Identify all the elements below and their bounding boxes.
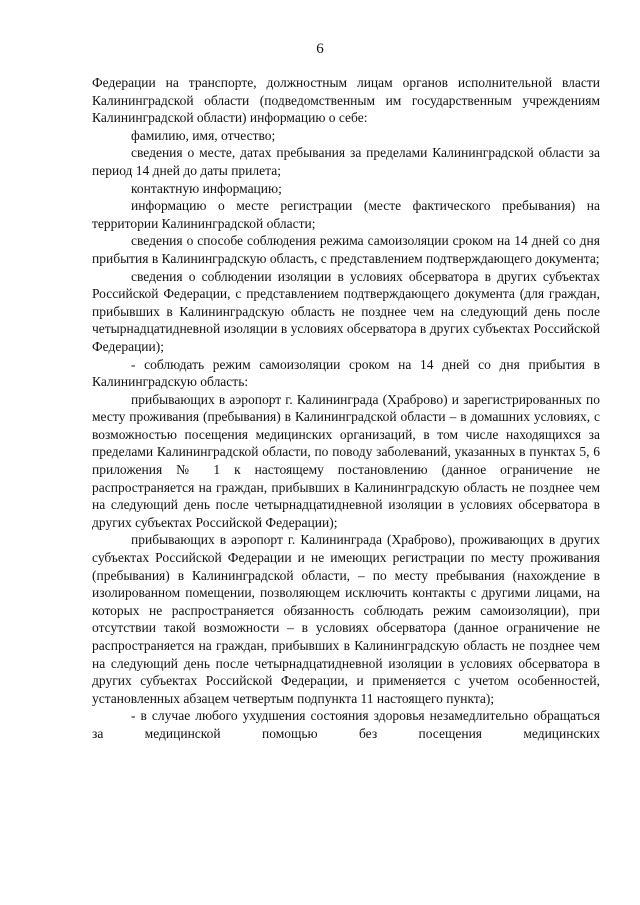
paragraph: прибывающих в аэропорт г. Калининграда (Храброво), проживающих в других субъектах Российской Федерации и не имеющих регистрации по месту проживания (пребывания) в Калининградской области, – по месту пребывания (нахождение в изолированном помещении, позволяющем исключить контакты с другими лицами, на которых не распространяется обязанность соблюдать режим самоизоляции), при отсутствии такой возможности – в условиях обсерватора (данное ограничение не распространяется на граждан, прибывших в Калининградскую область не позднее чем на следующий день после четырнадцатидневной изоляции в условиях обсерватора в других субъектах Российской Федерации, и применяется с учетом особенностей, установленных абзацем четвертым подпункта 11 настоящего пункта); [92, 532, 600, 706]
document-body [92, 74, 600, 743]
paragraph: сведения о месте, датах пребывания за пределами Калининградской области за период 14 дней до даты прилета; [92, 145, 600, 178]
paragraph: Федерации на транспорте, должностным лицам органов исполнительной власти Калининградской области (подведомственным им государственным учреждениям Калининградской области) информацию о себе: [92, 75, 600, 126]
paragraph: контактную информацию; [131, 180, 282, 196]
page-number: 6 [316, 41, 324, 57]
paragraph: фамилию, имя, отчество; [131, 127, 276, 143]
paragraph: информацию о месте регистрации (месте фактического пребывания) на территории Калининградской области; [92, 198, 600, 231]
paragraph: - соблюдать режим самоизоляции сроком на 14 дней со дня прибытия в Калининградскую область: [92, 356, 600, 390]
paragraph: - в случае любого ухудшения состояния здоровья незамедлительно обращаться за медицинской помощью без посещения медицинских [92, 708, 600, 741]
paragraph: сведения о соблюдении изоляции в условиях обсерватора в других субъектах Российской Федерации, с представлением подтверждающего документа (для граждан, прибывших в Калининградскую область не позднее чем на следующий день после четырнадцатидневной изоляции в условиях обсерватора в других субъектах Российской Федерации); [92, 268, 600, 354]
paragraph: сведения о способе соблюдения режима самоизоляции сроком на 14 дней со дня прибытия в Калининградскую область, с представлением подтверждающего документа; [92, 233, 600, 266]
paragraph: прибывающих в аэропорт г. Калининграда (Храброво) и зарегистрированных по месту проживания (пребывания) в Калининградской области – в домашних условиях, с возможностью посещения медицинских организаций, в том числе находящихся за пределами Калининградской области, по поводу заболеваний, указанных в пунктах 5, 6 приложения № 1 к настоящему постановлению (данное ограничение не распространяется на граждан, прибывших в Калининградскую область не позднее чем на следующий день после четырнадцатидневной изоляции в условиях обсерватора в других субъектах Российской Федерации); [92, 391, 600, 530]
